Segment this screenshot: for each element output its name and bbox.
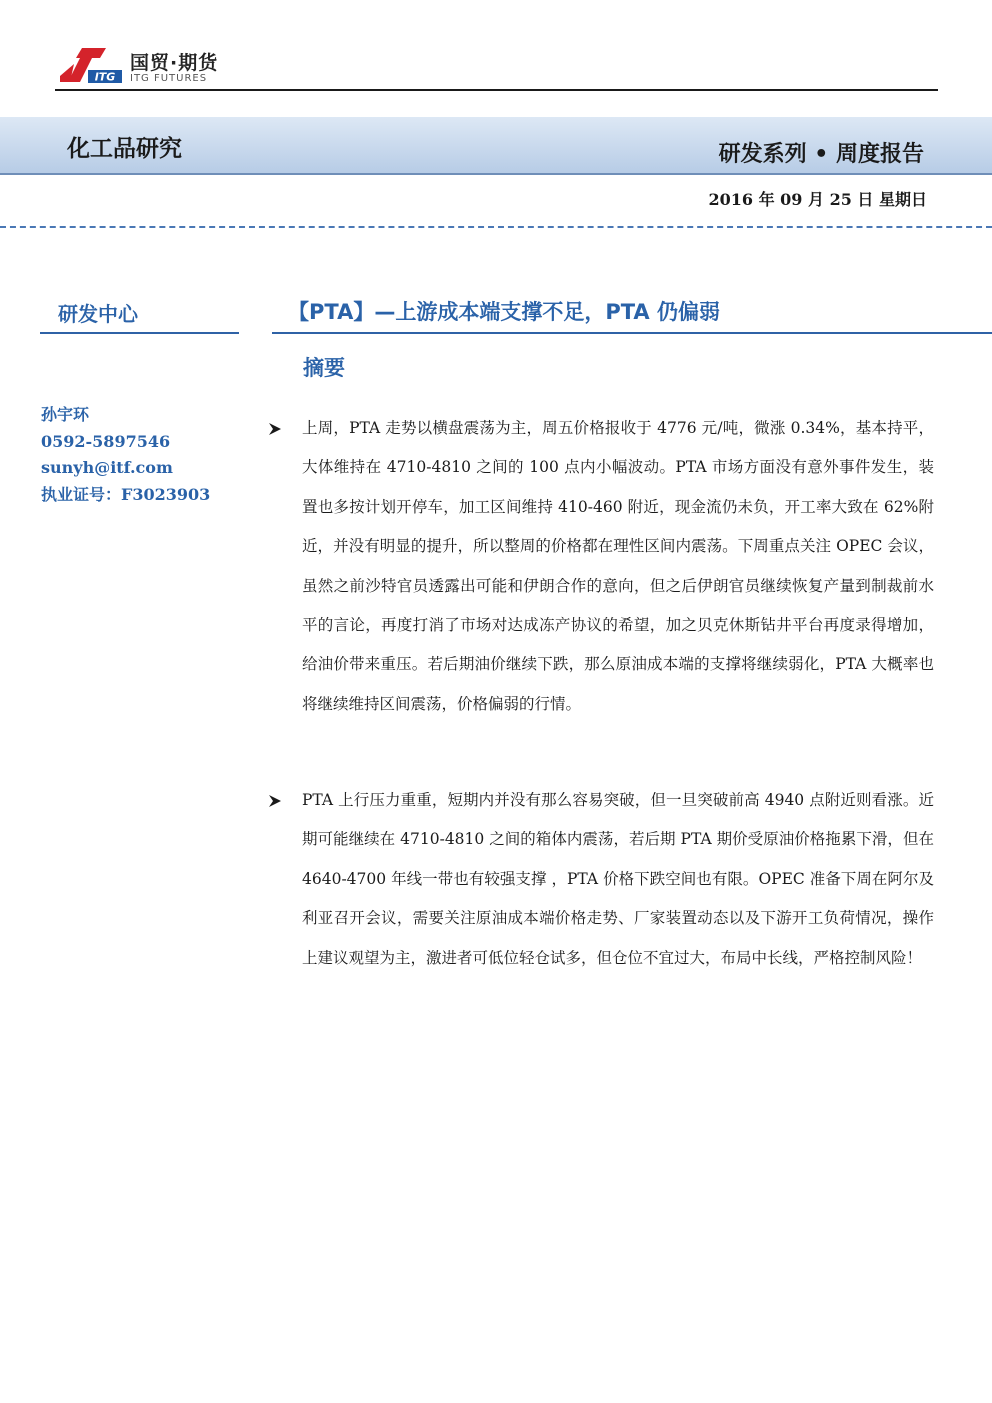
header-divider <box>55 89 938 91</box>
summary-paragraph: PTA 上行压力重重，短期内并没有那么容易突破，但一旦突破前高 4940 点附近则看涨。近期可能继续在 4710-4810 之间的箱体内震荡，若后期 PTA 期价受原油价格拖累下滑，但在 4640-4700 年线一带也有较强支撑 ，PTA 价格下跌空间也有限。OPEC 准备下周在阿尔及利亚召开会议，需要关注原油成本端价格走势、厂家装置动态以及下游开工负荷情况，操作上建议观望为主，激进者可低位轻仓试多，但仓位不宜过大，布局中长线，严格控制风险！ <box>302 791 934 967</box>
arrow-bullet-icon <box>268 794 282 808</box>
department-label: 研发中心 <box>58 302 138 326</box>
report-title: 【PTA】—上游成本端支撑不足，PTA 仍偏弱 <box>288 300 720 324</box>
author-name: 孙宇环 <box>41 405 90 424</box>
series-title: 研发系列 • 周度报告 <box>718 142 924 167</box>
logo-mark-text: ITG <box>94 70 116 84</box>
author-license: 执业证号：F3023903 <box>41 484 211 504</box>
dashed-divider <box>0 226 992 228</box>
arrow-bullet-icon <box>268 422 282 436</box>
section-name: 化工品研究 <box>67 136 182 162</box>
author-phone: 0592-5897546 <box>41 431 171 451</box>
author-info <box>41 402 210 508</box>
logo-english-name: ITG FUTURES <box>130 73 208 84</box>
summary-paragraph: 上周，PTA 走势以横盘震荡为主，周五价格报收于 4776 元/吨，微涨 0.34%，基本持平，大体维持在 4710-4810 之间的 100 点内小幅波动。PTA 市场方面没有意外事件发生，装置也多按计划开停车，加工区间维持 410-460 附近，现金流仍未负，开工率大致在 62%附近，并没有明显的提升，所以整周的价格都在理性区间内震荡。下周重点关注 OPEC 会议，虽然之前沙特官员透露出可能和伊朗合作的意向，但之后伊朗官员继续恢复产量到制裁前水平的言论，再度打消了市场对达成冻产协议的希望，加之贝克休斯钻井平台再度录得增加，给油价带来重压。若后期油价继续下跌，那么原油成本端的支撑将继续弱化，PTA 大概率也将继续维持区间震荡，价格偏弱的行情。 <box>302 419 934 713</box>
title-divider <box>272 332 992 334</box>
itg-logo-icon <box>60 46 122 86</box>
logo-chinese-name: 国贸·期货 <box>130 52 219 74</box>
company-logo <box>60 46 260 88</box>
author-email[interactable]: sunyh@itf.com <box>41 458 173 477</box>
report-date: 2016 年 09 月 25 日 星期日 <box>708 190 927 209</box>
department-divider <box>40 332 239 334</box>
summary-heading: 摘要 <box>303 356 345 380</box>
